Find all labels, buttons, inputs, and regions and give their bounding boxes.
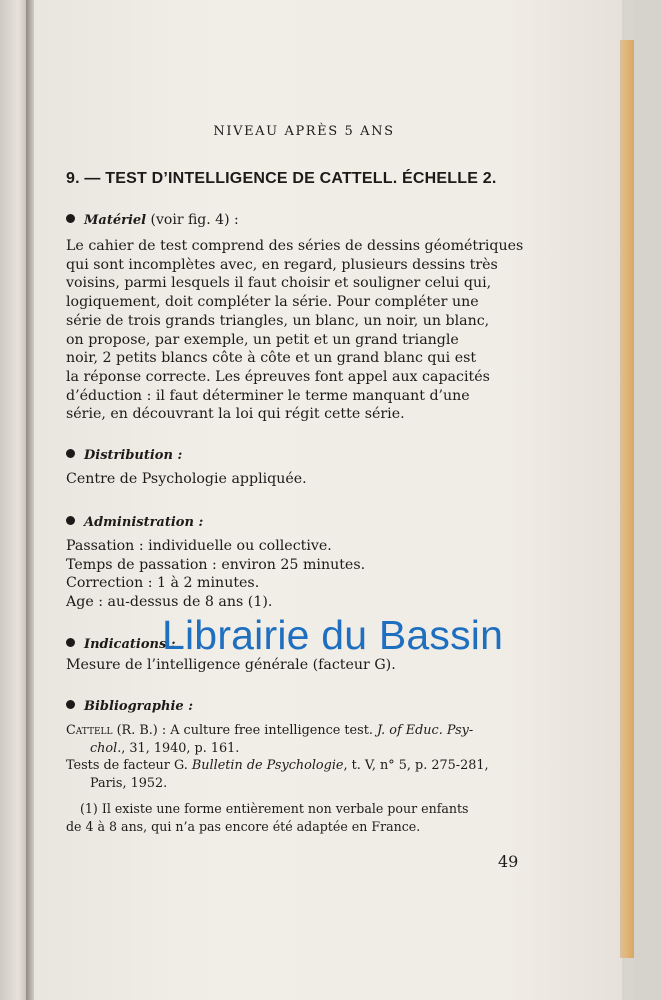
bibliography-list xyxy=(66,722,524,792)
distribution-text: Centre de Psychologie appliquée. xyxy=(66,471,307,487)
administration-line: Temps de passation : environ 25 minutes. xyxy=(66,556,366,573)
materiel-line: on propose, par exemple, un petit et un grand triangle xyxy=(66,331,459,348)
distribution-label: Distribution : xyxy=(84,448,183,463)
footnote xyxy=(66,800,524,835)
bullet-icon xyxy=(66,638,75,647)
reference-2 xyxy=(66,757,524,775)
administration-line: Age : au-dessus de 8 ans (1). xyxy=(66,594,273,611)
bibliographie-heading xyxy=(66,698,193,714)
indications-text: Mesure de l’intelligence générale (facteur G). xyxy=(66,657,396,673)
materiel-line: noir, 2 petits blancs côte à côte et un grand blanc qui est xyxy=(66,350,477,367)
reference-journal: chol. xyxy=(90,740,122,756)
reference-journal: Bulletin de Psychologie xyxy=(191,758,344,773)
running-head: NIVEAU APRÈS 5 ANS xyxy=(213,124,395,139)
indications-heading xyxy=(66,636,176,652)
reference-author: Cattell xyxy=(66,723,113,738)
page-stack-edge xyxy=(620,40,634,958)
reference-journal: J. of Educ. Psy- xyxy=(376,723,474,738)
reference-text: Tests de facteur G. xyxy=(66,758,192,773)
section-title: 9. — TEST D’INTELLIGENCE DE CATTELL. ÉCHELLE 2. xyxy=(66,170,497,187)
administration-line: Passation : individuelle ou collective. xyxy=(66,538,332,554)
reference-2-cont: Paris, 1952. xyxy=(90,775,168,791)
materiel-line: d’éduction : il faut déterminer le terme manquant d’une xyxy=(66,387,470,404)
administration-line: Correction : 1 à 2 minutes. xyxy=(66,575,260,592)
distribution-heading xyxy=(66,447,182,463)
bullet-icon xyxy=(66,700,75,709)
materiel-line: la réponse correcte. Les épreuves font appel aux capacités xyxy=(66,368,490,385)
materiel-line: série de trois grands triangles, un blanc, un noir, un blanc, xyxy=(66,312,490,329)
reference-1-cont xyxy=(66,740,524,758)
watermark: Librairie du Bassin xyxy=(162,612,504,658)
materiel-heading xyxy=(66,212,239,228)
page-number: 49 xyxy=(498,852,519,871)
materiel-suffix: (voir fig. 4) : xyxy=(150,212,239,228)
indications-label: Indications : xyxy=(84,637,176,652)
bibliographie-label: Bibliographie : xyxy=(84,699,194,714)
footnote-line: (1) Il existe une forme entièrement non verbale pour enfants xyxy=(80,801,469,816)
bullet-icon xyxy=(66,516,75,525)
administration-heading xyxy=(66,514,203,530)
reference-text: , t. V, n° 5, p. 275-281, xyxy=(343,758,489,773)
materiel-line: voisins, parmi lesquels il faut choisir et souligner celui qui, xyxy=(66,275,492,292)
reference-1 xyxy=(66,722,524,740)
bullet-icon xyxy=(66,214,75,223)
materiel-paragraph xyxy=(66,237,524,424)
bullet-icon xyxy=(66,449,75,458)
materiel-line: logiquement, doit compléter la série. Pour compléter une xyxy=(66,294,479,311)
reference-text: (R. B.) : A culture free intelligence test. xyxy=(112,723,377,738)
materiel-line: série, en découvrant la loi qui régit cette série. xyxy=(66,406,405,423)
materiel-line: qui sont incomplètes avec, en regard, plusieurs dessins très xyxy=(66,256,498,273)
materiel-label: Matériel xyxy=(84,213,147,228)
background xyxy=(634,0,662,1000)
materiel-line: Le cahier de test comprend des séries de dessins géométriques xyxy=(66,238,524,254)
book-page xyxy=(34,0,622,1000)
reference-text: , 31, 1940, p. 161. xyxy=(121,740,240,756)
footnote-line: de 4 à 8 ans, qui n’a pas encore été adaptée en France. xyxy=(66,818,421,834)
administration-list xyxy=(66,537,524,612)
administration-label: Administration : xyxy=(84,515,204,530)
